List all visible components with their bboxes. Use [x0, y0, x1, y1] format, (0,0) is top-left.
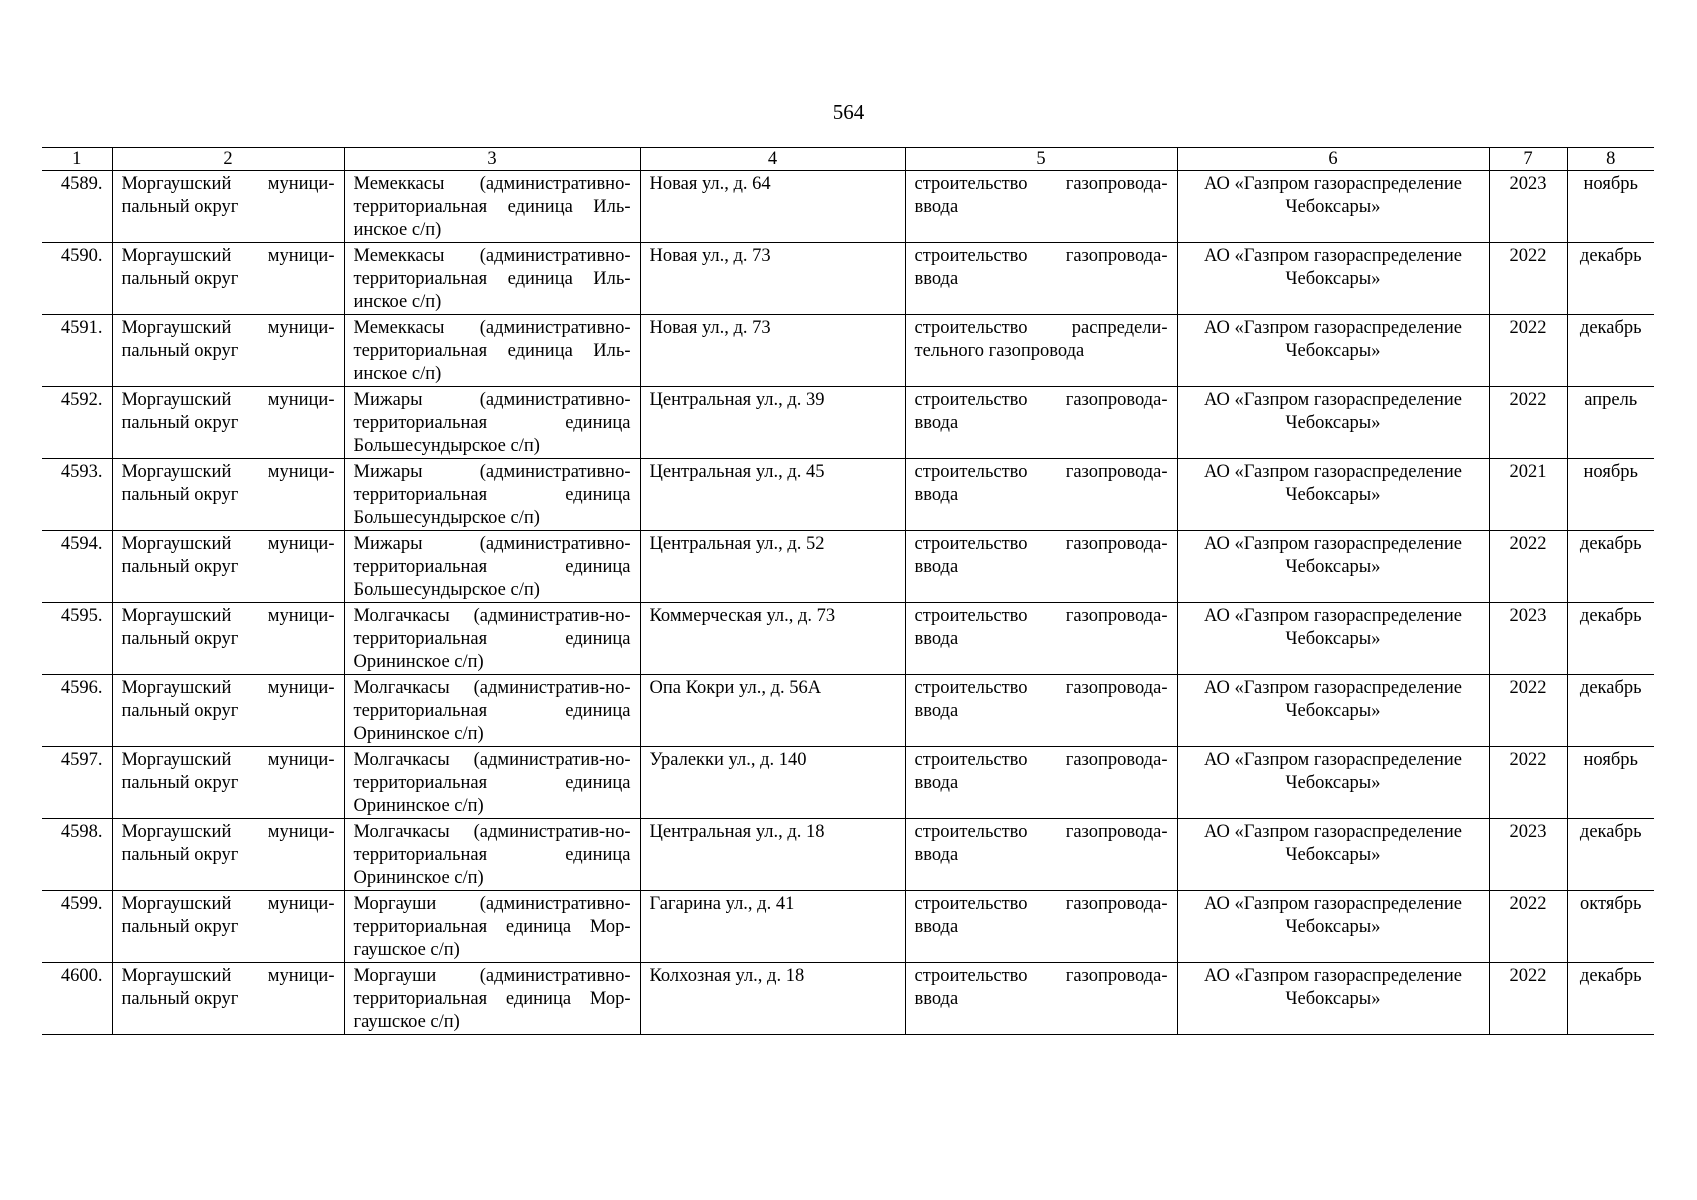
work-type-cell: строительство газопровода-ввода [905, 459, 1177, 531]
row-number: 4595. [42, 603, 112, 675]
table-header-row [42, 148, 1654, 171]
district-cell: Моргаушский муници-пальный округ [112, 243, 344, 315]
district-cell: Моргаушский муници-пальный округ [112, 387, 344, 459]
month-cell: ноябрь [1567, 747, 1654, 819]
year-cell: 2022 [1489, 243, 1567, 315]
work-type-cell: строительство газопровода-ввода [905, 387, 1177, 459]
month-cell: октябрь [1567, 891, 1654, 963]
row-number: 4593. [42, 459, 112, 531]
address-cell: Колхозная ул., д. 18 [640, 963, 905, 1035]
column-header: 7 [1489, 148, 1567, 171]
row-number: 4599. [42, 891, 112, 963]
district-cell: Моргаушский муници-пальный округ [112, 315, 344, 387]
year-cell: 2022 [1489, 315, 1567, 387]
settlement-cell: Мемеккасы (административно-территориальная единица Иль-инское с/п) [344, 171, 640, 243]
row-number: 4591. [42, 315, 112, 387]
table-row [42, 891, 1654, 963]
column-header: 6 [1177, 148, 1489, 171]
data-table [42, 147, 1654, 1035]
district-cell: Моргаушский муници-пальный округ [112, 891, 344, 963]
district-cell: Моргаушский муници-пальный округ [112, 819, 344, 891]
work-type-cell: строительство газопровода-ввода [905, 243, 1177, 315]
table-row [42, 963, 1654, 1035]
year-cell: 2021 [1489, 459, 1567, 531]
row-number: 4594. [42, 531, 112, 603]
month-cell: декабрь [1567, 675, 1654, 747]
year-cell: 2023 [1489, 603, 1567, 675]
address-cell: Новая ул., д. 73 [640, 315, 905, 387]
organization-cell: АО «Газпром газораспределение Чебоксары» [1177, 531, 1489, 603]
work-type-cell: строительство газопровода-ввода [905, 819, 1177, 891]
settlement-cell: Моргауши (административно-территориальная единица Мор-гаушское с/п) [344, 963, 640, 1035]
table-row [42, 243, 1654, 315]
column-header: 3 [344, 148, 640, 171]
page-number: 564 [832, 100, 865, 124]
month-cell: ноябрь [1567, 171, 1654, 243]
district-cell: Моргаушский муници-пальный округ [112, 963, 344, 1035]
month-cell: декабрь [1567, 315, 1654, 387]
row-number: 4590. [42, 243, 112, 315]
organization-cell: АО «Газпром газораспределение Чебоксары» [1177, 459, 1489, 531]
column-header: 1 [42, 148, 112, 171]
year-cell: 2023 [1489, 819, 1567, 891]
table-row [42, 747, 1654, 819]
settlement-cell: Мижары (административно-территориальная единица Большесундырское с/п) [344, 531, 640, 603]
work-type-cell: строительство газопровода-ввода [905, 963, 1177, 1035]
address-cell: Центральная ул., д. 18 [640, 819, 905, 891]
year-cell: 2023 [1489, 171, 1567, 243]
organization-cell: АО «Газпром газораспределение Чебоксары» [1177, 243, 1489, 315]
month-cell: декабрь [1567, 531, 1654, 603]
work-type-cell: строительство газопровода-ввода [905, 747, 1177, 819]
year-cell: 2022 [1489, 531, 1567, 603]
district-cell: Моргаушский муници-пальный округ [112, 747, 344, 819]
organization-cell: АО «Газпром газораспределение Чебоксары» [1177, 963, 1489, 1035]
organization-cell: АО «Газпром газораспределение Чебоксары» [1177, 747, 1489, 819]
work-type-cell: строительство газопровода-ввода [905, 891, 1177, 963]
organization-cell: АО «Газпром газораспределение Чебоксары» [1177, 819, 1489, 891]
month-cell: ноябрь [1567, 459, 1654, 531]
settlement-cell: Молгачкасы (административ-но-территориальная единица Орининское с/п) [344, 603, 640, 675]
address-cell: Гагарина ул., д. 41 [640, 891, 905, 963]
work-type-cell: строительство распредели-тельного газопровода [905, 315, 1177, 387]
settlement-cell: Мижары (административно-территориальная единица Большесундырское с/п) [344, 459, 640, 531]
month-cell: декабрь [1567, 603, 1654, 675]
address-cell: Опа Кокри ул., д. 56А [640, 675, 905, 747]
month-cell: декабрь [1567, 819, 1654, 891]
organization-cell: АО «Газпром газораспределение Чебоксары» [1177, 315, 1489, 387]
row-number: 4596. [42, 675, 112, 747]
settlement-cell: Мемеккасы (административно-территориальная единица Иль-инское с/п) [344, 243, 640, 315]
work-type-cell: строительство газопровода-ввода [905, 603, 1177, 675]
table-row [42, 819, 1654, 891]
table-row [42, 603, 1654, 675]
row-number: 4592. [42, 387, 112, 459]
district-cell: Моргаушский муници-пальный округ [112, 603, 344, 675]
column-header: 5 [905, 148, 1177, 171]
organization-cell: АО «Газпром газораспределение Чебоксары» [1177, 603, 1489, 675]
work-type-cell: строительство газопровода-ввода [905, 531, 1177, 603]
row-number: 4589. [42, 171, 112, 243]
year-cell: 2022 [1489, 387, 1567, 459]
row-number: 4600. [42, 963, 112, 1035]
column-header: 4 [640, 148, 905, 171]
address-cell: Коммерческая ул., д. 73 [640, 603, 905, 675]
settlement-cell: Молгачкасы (административ-но-территориальная единица Орининское с/п) [344, 675, 640, 747]
settlement-cell: Моргауши (административно-территориальная единица Мор-гаушское с/п) [344, 891, 640, 963]
column-header: 2 [112, 148, 344, 171]
table-row [42, 531, 1654, 603]
organization-cell: АО «Газпром газораспределение Чебоксары» [1177, 891, 1489, 963]
work-type-cell: строительство газопровода-ввода [905, 675, 1177, 747]
district-cell: Моргаушский муници-пальный округ [112, 675, 344, 747]
work-type-cell: строительство газопровода-ввода [905, 171, 1177, 243]
settlement-cell: Мижары (административно-территориальная единица Большесундырское с/п) [344, 387, 640, 459]
year-cell: 2022 [1489, 891, 1567, 963]
table-row [42, 171, 1654, 243]
year-cell: 2022 [1489, 963, 1567, 1035]
table-row [42, 315, 1654, 387]
address-cell: Уралекки ул., д. 140 [640, 747, 905, 819]
settlement-cell: Мемеккасы (административно-территориальная единица Иль-инское с/п) [344, 315, 640, 387]
address-cell: Новая ул., д. 64 [640, 171, 905, 243]
table-row [42, 459, 1654, 531]
address-cell: Центральная ул., д. 39 [640, 387, 905, 459]
year-cell: 2022 [1489, 675, 1567, 747]
month-cell: декабрь [1567, 243, 1654, 315]
table-row [42, 387, 1654, 459]
row-number: 4597. [42, 747, 112, 819]
row-number: 4598. [42, 819, 112, 891]
address-cell: Центральная ул., д. 45 [640, 459, 905, 531]
settlement-cell: Молгачкасы (административ-но-территориальная единица Орининское с/п) [344, 747, 640, 819]
month-cell: декабрь [1567, 963, 1654, 1035]
month-cell: апрель [1567, 387, 1654, 459]
address-cell: Новая ул., д. 73 [640, 243, 905, 315]
year-cell: 2022 [1489, 747, 1567, 819]
column-header: 8 [1567, 148, 1654, 171]
district-cell: Моргаушский муници-пальный округ [112, 531, 344, 603]
organization-cell: АО «Газпром газораспределение Чебоксары» [1177, 387, 1489, 459]
settlement-cell: Молгачкасы (административ-но-территориальная единица Орининское с/п) [344, 819, 640, 891]
district-cell: Моргаушский муници-пальный округ [112, 171, 344, 243]
organization-cell: АО «Газпром газораспределение Чебоксары» [1177, 675, 1489, 747]
table-body [42, 171, 1654, 1035]
address-cell: Центральная ул., д. 52 [640, 531, 905, 603]
district-cell: Моргаушский муници-пальный округ [112, 459, 344, 531]
organization-cell: АО «Газпром газораспределение Чебоксары» [1177, 171, 1489, 243]
table-row [42, 675, 1654, 747]
